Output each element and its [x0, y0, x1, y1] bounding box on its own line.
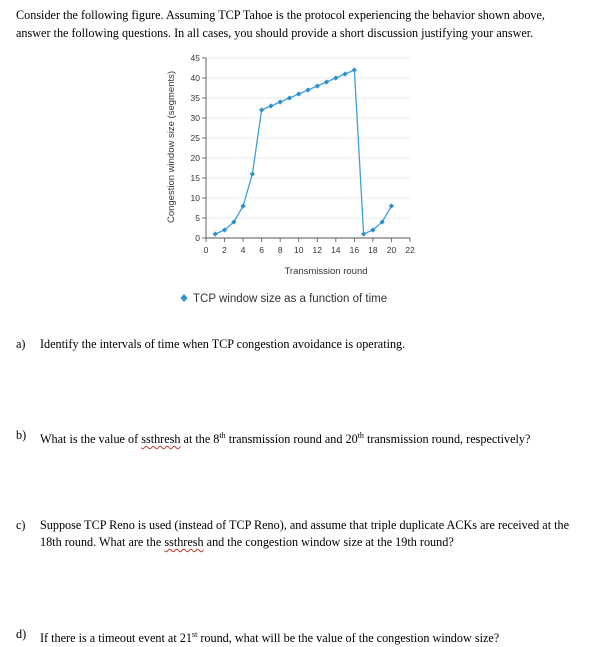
text-run: If there is a timeout event at 21 [40, 631, 192, 646]
x-tick-label: 14 [331, 245, 341, 255]
x-tick-label: 22 [405, 245, 415, 255]
y-tick-label: 20 [190, 153, 200, 163]
x-tick-label: 4 [240, 245, 246, 255]
x-tick-label: 2 [222, 245, 227, 255]
data-point [315, 83, 320, 88]
text-run: and the congestion window size at the 19th round? [203, 535, 454, 549]
data-point [324, 79, 329, 84]
superscript: st [191, 630, 198, 639]
axes [206, 58, 410, 238]
data-point [213, 231, 218, 236]
y-axis-label: Congestion window size (segments) [166, 70, 177, 224]
x-tick-label: 12 [312, 245, 323, 255]
text-run: round, what will be the value of the congestion window size? [197, 631, 500, 646]
text-run: Suppose TCP Reno is used (instead of TCP Reno), and assume that triple duplicate ACKs are received at the 18th round. What are the [40, 518, 570, 549]
data-point [333, 75, 338, 80]
flagged-word: ssthresh [141, 432, 181, 447]
data-point [278, 99, 283, 104]
question-a [16, 336, 582, 353]
x-tick-label: 6 [259, 245, 265, 255]
data-point [268, 103, 273, 108]
x-tick-label: 16 [349, 245, 360, 255]
question-text [40, 336, 582, 353]
data-point [352, 67, 357, 72]
text-run: Identify the intervals of time when TCP congestion avoidance is operating. [40, 337, 406, 351]
y-tick-label: 15 [190, 173, 200, 183]
y-tick-label: 35 [190, 93, 200, 103]
superscript: th [219, 431, 226, 440]
y-tick-label: 25 [190, 133, 200, 143]
text-run: transmission round and 20 [225, 432, 358, 447]
question-b [16, 427, 582, 448]
cwnd-chart [0, 0, 597, 320]
data-point [389, 203, 394, 208]
text-run: transmission round, respectively? [363, 432, 531, 447]
y-tick-label: 30 [190, 113, 200, 123]
data-point [296, 91, 301, 96]
data-point [361, 231, 366, 236]
question-label: b) [16, 428, 27, 442]
chart-caption: TCP window size as a function of time [193, 293, 388, 305]
question-label: a) [16, 337, 26, 351]
flagged-word: ssthresh [164, 535, 204, 549]
data-point [250, 171, 255, 176]
text-run: at the 8 [180, 432, 220, 447]
y-tick-label: 45 [190, 53, 200, 63]
text-run: What is the value of [40, 432, 142, 447]
y-tick-label: 0 [195, 233, 200, 243]
question-text [40, 626, 582, 647]
x-tick-label: 18 [368, 245, 378, 255]
caption-diamond-icon [181, 294, 188, 302]
y-tick-label: 10 [190, 193, 200, 203]
x-tick-label: 8 [277, 245, 283, 255]
y-tick-label: 40 [190, 73, 200, 83]
question-d [16, 626, 582, 647]
x-axis-label: Transmission round [284, 266, 368, 277]
superscript: th [357, 431, 364, 440]
question-c [16, 517, 582, 551]
grid [206, 58, 410, 218]
data-point [287, 95, 292, 100]
x-tick-label: 10 [293, 245, 304, 255]
data-point [259, 107, 264, 112]
x-tick-label: 0 [203, 245, 209, 255]
x-ticks [204, 238, 415, 255]
y-tick-label: 5 [195, 213, 200, 223]
data-point [240, 203, 245, 208]
question-label: c) [16, 518, 26, 532]
x-tick-label: 20 [386, 245, 397, 255]
question-text [40, 427, 582, 448]
data-point [305, 87, 310, 92]
y-ticks [191, 53, 206, 243]
intro-paragraph: Consider the following figure. Assuming TCP Tahoe is the protocol experiencing the behavior shown above, answer the following questions. In all cases, you should provide a short discussion justifying your answer. [16, 8, 545, 40]
series-line [215, 70, 391, 234]
data-point [342, 71, 347, 76]
question-text [40, 517, 582, 551]
question-label: d) [16, 627, 27, 641]
